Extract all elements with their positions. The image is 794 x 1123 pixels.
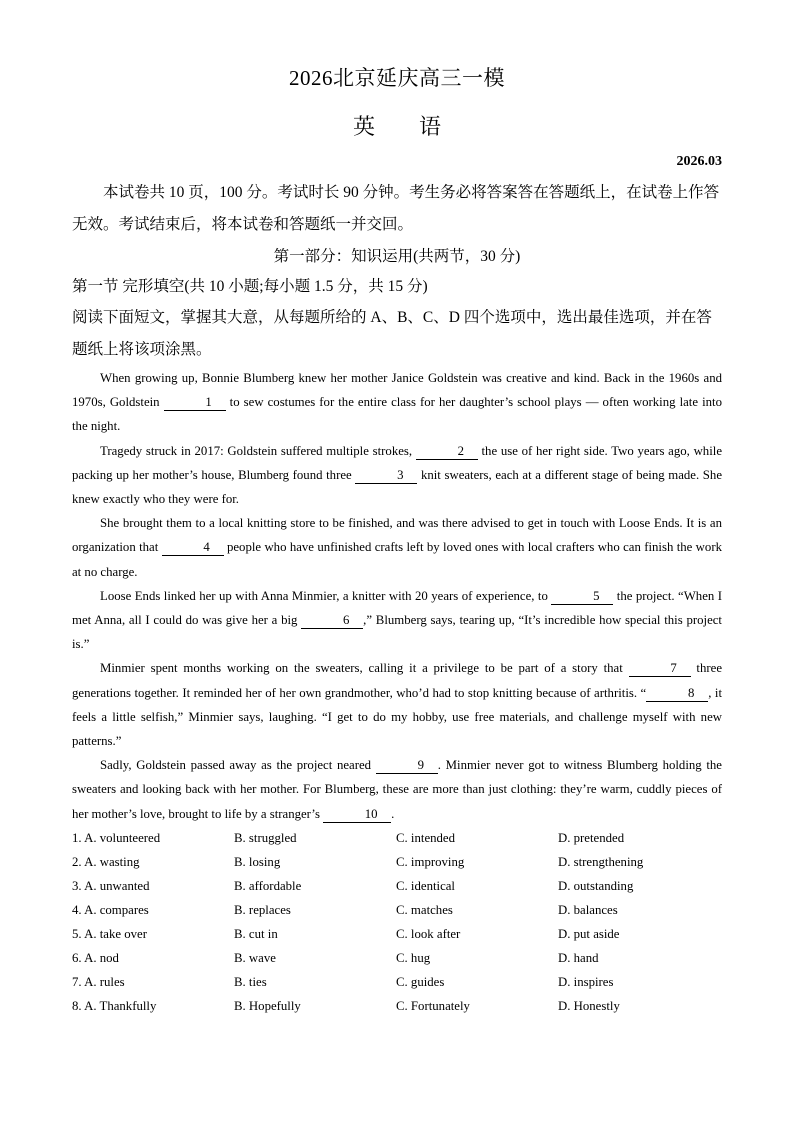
option-choice: C. Fortunately [396,999,470,1013]
option-choice: D. outstanding [558,879,634,893]
option-choice: D. balances [558,903,618,917]
passage-text: ,” Blumberg says, tearing up, “It’s incredible how special this project is.” [72,613,722,652]
option-row [72,994,722,1018]
passage-text: people who have unfinished crafts left by loved ones with local crafters who can finish the work at no charge. [72,540,722,579]
option-choice: C. identical [396,879,455,893]
passage-text: She brought them to a local knitting store to be finished, and was there advised to get in touch with Loose Ends. It is an organization that [72,516,722,555]
option-choice: 5. A. take over [72,927,147,941]
option-choice: B. cut in [234,927,278,941]
blank-2: 2 [416,444,478,460]
passage-paragraph [72,584,722,657]
option-choice: C. matches [396,903,453,917]
option-choice: D. inspires [558,975,614,989]
option-choice: 4. A. compares [72,903,149,917]
option-choice: D. pretended [558,831,625,845]
option-row [72,946,722,970]
passage-text: Loose Ends linked her up with Anna Minmier, a knitter with 20 years of experience, to [100,588,552,603]
passage-text: Minmier spent months working on the sweaters, calling it a privilege to be part of a story that [100,661,629,676]
option-row [72,826,722,850]
passage-text: the use of her right side. Two years ago, while packing up her mother’s house, Blumberg found three [72,443,722,482]
option-row [72,850,722,874]
option-choice: D. strengthening [558,855,644,869]
option-row [72,970,722,994]
blank-3: 3 [355,468,417,484]
blank-7: 7 [629,661,691,677]
option-choice: C. guides [396,975,445,989]
answer-options [72,826,722,1018]
option-choice: B. Hopefully [234,999,301,1013]
passage-text: three generations together. It reminded her of her own grandmother, who’d had to stop knitting because of arthritis. “ [72,661,722,700]
exam-title: 2026北京延庆高三一模 [289,66,505,90]
blank-1: 1 [164,395,226,411]
option-choice: C. improving [396,855,465,869]
passage-text: When growing up, Bonnie Blumberg knew her mother Janice Goldstein was creative and kind. Back in the 1960s and 1970s, Goldstein [72,371,722,410]
option-choice: B. affordable [234,879,302,893]
option-choice: B. ties [234,975,267,989]
blank-6: 6 [301,613,363,629]
option-choice: D. Honestly [558,999,620,1013]
subject-char: 语 [419,114,442,139]
option-row [72,874,722,898]
section-instruction: 阅读下面短文，掌握其大意，从每题所给的 A、B、C、D 四个选项中，选出最佳选项，并在答题纸上将该项涂黑。 [72,309,712,358]
option-choice: C. hug [396,951,431,965]
option-row [72,898,722,922]
passage-paragraph [72,753,722,826]
blank-5: 5 [551,589,613,605]
option-choice: B. losing [234,855,281,869]
option-choice: 2. A. wasting [72,855,140,869]
passage-paragraph [72,439,722,512]
subject-char: 英 [352,114,375,139]
blank-9: 9 [376,758,438,774]
part-heading: 第一部分：知识运用(共两节，30 分) [273,248,521,265]
option-choice: 8. A. Thankfully [72,999,157,1013]
option-choice: 1. A. volunteered [72,831,161,845]
passage-text: . [391,806,395,821]
passage-text: Sadly, Goldstein passed away as the project neared [100,758,376,773]
option-choice: 3. A. unwanted [72,879,150,893]
exam-date: 2026.03 [676,154,722,169]
blank-4: 4 [162,540,224,556]
passage-text: knit sweaters, each at a different stage of being made. She knew exactly who they were for. [72,467,722,507]
cloze-passage [72,366,722,826]
option-choice: C. look after [396,927,461,941]
passage-paragraph [72,656,722,753]
passage-text: , it feels a little selfish,” Minmier says, laughing. “I get to do my hobby, use free materials, and challenge myself with new patterns.” [72,685,723,749]
option-choice: C. intended [396,831,455,845]
passage-text: Tragedy struck in 2017: Goldstein suffered multiple strokes, [100,443,416,458]
passage-paragraph [72,511,722,584]
option-choice: B. struggled [234,831,297,845]
exam-instructions: 本试卷共 10 页，100 分。考试时长 90 分钟。考生务必将答案答在答题纸上，在试卷上作答无效。考试结束后，将本试卷和答题纸一并交回。 [72,184,720,233]
passage-text: the project. “When I met Anna, all I could do was give her a big [72,588,722,628]
passage-text: . Minmier never got to witness Blumberg holding the sweaters and looking back with her mother. For Blumberg, these are more than just clothing: they’re warm, cuddly pieces of her mother’s love, brought to life by a stranger’s [72,758,722,821]
blank-8: 8 [646,686,708,702]
passage-paragraph [72,366,722,439]
option-row [72,922,722,946]
option-choice: B. replaces [234,903,291,917]
option-choice: B. wave [234,951,276,965]
option-choice: D. put aside [558,927,620,941]
section-heading: 第一节 完形填空(共 10 小题;每小题 1.5 分，共 15 分) [72,278,428,295]
passage-text: to sew costumes for the entire class for her daughter’s school plays — often working late into the night. [72,395,722,434]
option-choice: 7. A. rules [72,975,125,989]
option-choice: 6. A. nod [72,951,119,965]
option-choice: D. hand [558,951,599,965]
subject-title [0,110,794,141]
blank-10: 10 [323,807,391,823]
